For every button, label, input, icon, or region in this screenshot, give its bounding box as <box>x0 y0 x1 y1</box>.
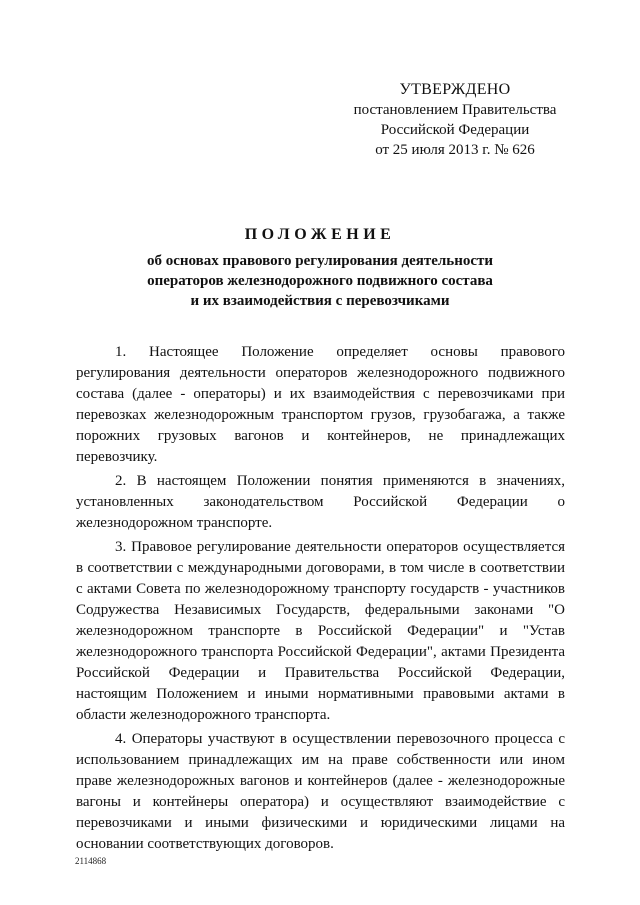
paragraph-4: 4. Операторы участвуют в осуществлении перевозочного процесса с использованием принадлежащих им на праве собственности или ином праве железнодорожных вагонов и контейнеров (далее - железнодорожные вагоны и контейнеры оператора) и осуществляют взаимодействие с перевозчиками и иными физическими и юридическими лицами на основании соответствующих договоров. <box>76 731 565 852</box>
document-code: 2114868 <box>75 856 107 866</box>
paragraph-3: 3. Правовое регулирование деятельности операторов осуществляется в соответствии с международными договорами, в том числе в соответствии с актами Совета по железнодорожному транспорту государств - участников Содружества Независимых Государств, федеральными законами "О железнодорожном транспорте в Российской Федерации" и "Устав железнодорожного транспорта Российской Федерации", актами Президента Российской Федерации и Правительства Российской Федерации, настоящим Положением и иными нормативными правовыми актами в области железнодорожного транспорта. <box>76 539 565 723</box>
subtitle-line: операторов железнодорожного подвижного состава <box>147 273 493 289</box>
document-body <box>76 342 565 858</box>
subtitle-line: об основах правового регулирования деятельности <box>146 253 494 269</box>
approval-date-number-line: от 25 июля 2013 г. № 626 <box>375 142 535 158</box>
document-title: ПОЛОЖЕНИЕ <box>244 226 396 243</box>
approval-stamp: УТВЕРЖДЕНО <box>399 81 511 98</box>
approval-decree-line: постановлением Правительства <box>353 102 557 118</box>
document-subtitle <box>80 251 560 311</box>
paragraph-2: 2. В настоящем Положении понятия применяются в значениях, установленных законодательством Российской Федерации о железнодорожном транспорте. <box>76 473 565 531</box>
approval-authority-line: Российской Федерации <box>380 122 530 138</box>
approval-block <box>330 80 580 160</box>
subtitle-line: и их взаимодействия с перевозчиками <box>190 293 450 309</box>
paragraph-1: 1. Настоящее Положение определяет основы правового регулирования деятельности операторов железнодорожного подвижного состава (далее - операторы) и их взаимодействия с перевозчиками при перевозках железнодорожным транспортом грузов, грузобагажа, а также порожних грузовых вагонов и контейнеров, не принадлежащих перевозчику. <box>76 344 565 465</box>
